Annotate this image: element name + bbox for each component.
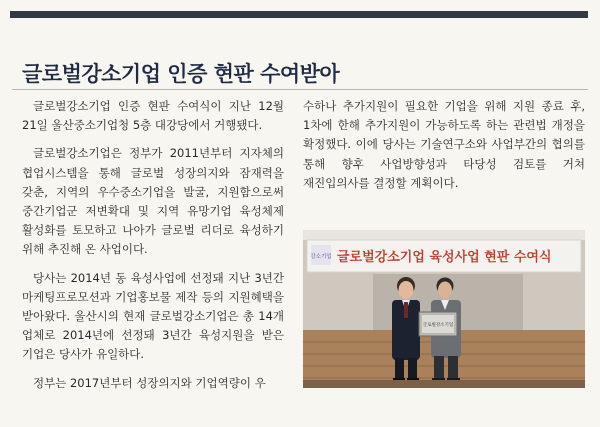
top-rule	[10, 11, 588, 18]
ceremony-photo	[303, 230, 585, 388]
paragraph-1: 글로벌강소기업 인증 현판 수여식이 지난 12월 21일 울산중소기업청 5층 대강당에서 거행됐다.	[22, 99, 284, 133]
award-plaque	[419, 312, 457, 336]
left-column	[22, 97, 284, 402]
plaque-text: 글로벌강소기업	[422, 323, 454, 328]
paragraph-4: 정부는 2017년부터 성장의지와 기업역량이 우	[33, 375, 266, 390]
paragraph-3: 당사는 2014년 동 육성사업에 선정돼 지난 3년간 마케팅프로모션과 기업홍보물 제작 등의 지원혜택을 받아왔다. 울산시의 현재 글로벌강소기업은 총 14개 업체로 2014년에 선정돼 3년간 육성지원을 받은 기업은 당사가 유일하다.	[22, 270, 284, 362]
banner-title: 글로벌강소기업 육성사업 현판 수여식	[337, 250, 552, 265]
banner-logo-text: 강소기업	[310, 254, 332, 260]
paragraph-5: 수하나 추가지원이 필요한 기업을 위해 지원 종료 후, 1차에 한해 추가지원이 가능하도록 하는 관련법 개정을 확정했다. 이에 당사는 기술연구소와 사업부간의 협의를 통해 향후 사업방향성과 타당성 검토를 거쳐 재진입의사를 결정할 계획이다.	[303, 99, 585, 190]
ceremony-photo-svg	[303, 230, 585, 388]
right-column	[303, 97, 585, 202]
paragraph-2: 글로벌강소기업은 정부가 2011년부터 지자체의 협업시스템을 통해 글로벌 성장의지와 잠재력을 갖춘, 지역의 우수중소기업을 발굴, 지원함으로써 중간기업군 저변확대 및 지역 유망기업 육성체제 활성화를 토모하고 나아가 글로벌 리더로 육성하기 위해 추진해 온 사업이다.	[22, 146, 284, 257]
article-headline: 글로벌강소기업 인증 현판 수여받아	[22, 62, 340, 86]
headline-divider	[12, 89, 588, 90]
